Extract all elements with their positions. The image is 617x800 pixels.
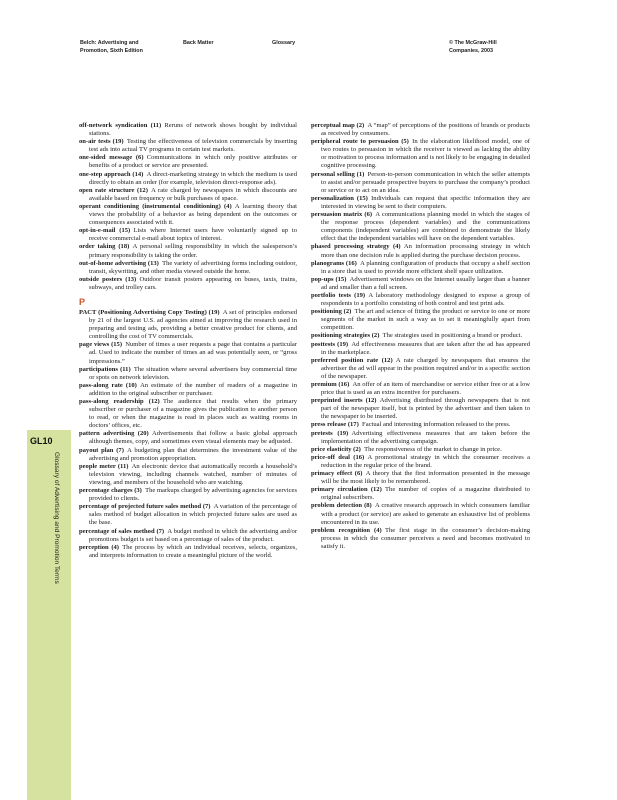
glossary-left-column (79, 122, 297, 560)
glossary-definition: A variation of the percentage of sales method of budget allocation in which projected future sales are used as the base. (89, 503, 298, 527)
glossary-definition: A rate charged by newspapers in which discounts are available based on frequency or bulk purchases of space. (89, 186, 297, 202)
glossary-definition: An information processing strategy in which more than one decision rule is applied during the purchase decision process. (321, 243, 531, 259)
glossary-entry (311, 470, 530, 486)
glossary-term: one-sided message (6) (79, 154, 144, 162)
running-header-copyright: © The McGraw-Hill Companies, 2003 (449, 40, 497, 54)
right-entries (311, 122, 530, 551)
running-header-book: Belch: Advertising and Promotion, Sixth Edition (80, 40, 143, 54)
glossary-term: personal selling (1) (311, 170, 365, 178)
glossary-entry (79, 260, 297, 276)
glossary-term: phased processing strategy (4) (311, 243, 401, 251)
glossary-term: off-network syndication (11) (79, 122, 162, 129)
glossary-term: PACT (Positioning Advertising Copy Testing) (19) (79, 308, 220, 316)
glossary-entry (311, 171, 530, 195)
glossary-definition: A budgeting plan that determines the investment value of the advertising and promotion appropriation. (89, 446, 297, 462)
glossary-term: open rate structure (12) (79, 186, 148, 194)
glossary-definition: The art and science of fitting the product or service to one or more segments of the market in such a way as to set it meaningfully apart from competition. (321, 308, 530, 332)
glossary-entry (311, 421, 530, 429)
glossary-term: posttests (19) (311, 340, 349, 348)
glossary-definition: A set of principles endorsed by 21 of the largest U.S. ad agencies aimed at improving the research used in preparing and testing ads, providing a better creative product for clients, and controlling the cost of TV commercials. (89, 308, 297, 341)
glossary-entry (311, 211, 530, 243)
running-header-chapter: Glossary (272, 40, 296, 46)
glossary-term: problem detection (8) (311, 502, 372, 510)
glossary-entry (311, 357, 530, 381)
glossary-term: people meter (11) (79, 462, 129, 470)
glossary-definition: The audience that results when the primary subscriber or purchaser of a magazine gives the publication to another person to read, or when the magazine is read in places such as waiting rooms in doctors’ offices, etc. (89, 398, 297, 430)
glossary-term: portfolio tests (19) (311, 291, 366, 299)
glossary-term: persuasion matrix (6) (311, 211, 373, 219)
glossary-entry (311, 341, 530, 357)
glossary-entry (79, 544, 297, 560)
glossary-definition: A personal selling responsibility in which the salesperson’s primary responsibility is taking the order. (89, 243, 297, 259)
glossary-entry (311, 276, 530, 292)
glossary-entry (311, 454, 530, 470)
glossary-term: out-of-home advertising (13) (79, 259, 159, 267)
glossary-term: pop-ups (15) (311, 275, 347, 283)
glossary-term: perception (4) (79, 543, 119, 551)
glossary-entry (79, 138, 297, 154)
glossary-term: problem recognition (4) (311, 526, 382, 534)
glossary-entry (79, 398, 297, 430)
glossary-definition: Individuals can request that specific information they are interested in viewing be sent to their computers. (321, 194, 530, 210)
glossary-definition: A budget method in which the advertising and/or promotions budget is set based on a percentage of sales of the product. (89, 527, 297, 543)
glossary-term: positioning strategies (2) (311, 332, 380, 340)
glossary-definition: The number of copies of a magazine distributed to original subscribers. (321, 486, 530, 502)
left-entries-p (79, 309, 297, 560)
tab-title: Glossary of Advertising and Promotion Terms (53, 452, 60, 584)
glossary-term: order taking (18) (79, 243, 130, 251)
glossary-definition: A promotional strategy in which the consumer receives a reduction in the regular price of the brand. (321, 453, 530, 469)
glossary-entry (79, 227, 297, 243)
glossary-term: opt-in-e-mail (15) (79, 227, 131, 235)
glossary-definition: Advertisements that follow a basic global approach although themes, copy, and sometimes even visual elements may be adjusted. (89, 430, 297, 446)
glossary-term: primacy effect (6) (311, 470, 363, 478)
glossary-definition: Advertisement windows on the Internet usually larger than a banner ad and smaller than a full screen. (321, 275, 530, 291)
glossary-definition: Reruns of network shows bought by individual stations. (89, 122, 297, 138)
glossary-entry (79, 447, 297, 463)
glossary-entry (79, 366, 297, 382)
glossary-definition: Person-to-person communication in which the seller attempts to assist and/or persuade prospective buyers to purchase the company’s product or service or to act on an idea. (321, 170, 530, 194)
glossary-definition: The variety of advertising forms including outdoor, transit, skywriting, and other media viewed outside the home. (89, 259, 297, 275)
glossary-term: premium (16) (311, 381, 350, 388)
glossary-term: pass-along rate (10) (79, 381, 137, 389)
glossary-definition: Advertising effectiveness measures that are taken before the implementation of the advertising campaign. (321, 429, 531, 445)
glossary-entry (79, 503, 297, 527)
glossary-entry (311, 138, 530, 170)
glossary-definition: The markups charged by advertising agencies for services provided to clients. (89, 487, 297, 503)
glossary-entry (79, 122, 297, 138)
glossary-term: primary circulation (12) (311, 486, 382, 494)
glossary-definition: Communications in which only positive attributes or benefits of a product or service are presented. (89, 154, 297, 170)
glossary-term: pattern advertising (20) (79, 430, 149, 438)
glossary-entry (79, 203, 297, 227)
glossary-term: participations (11) (79, 365, 131, 373)
glossary-definition: The first stage in the consumer’s decision-making process in which the consumer perceives a need and becomes motivated to satisfy it. (321, 526, 530, 550)
glossary-term: outside posters (13) (79, 275, 137, 283)
chapter-tab (27, 430, 71, 800)
glossary-entry (79, 154, 297, 170)
running-header-section: Back Matter (183, 40, 214, 46)
glossary-entry (311, 195, 530, 211)
glossary-term: price-off deal (16) (311, 453, 365, 461)
glossary-definition: A laboratory methodology designed to expose a group of respondents to a portfolio consisting of both control and test print ads. (321, 291, 530, 308)
glossary-definition: Lists where Internet users have voluntarily signed up to receive commercial e-mail about topics of interest. (89, 227, 297, 243)
glossary-entry (311, 527, 530, 551)
glossary-entry (311, 332, 530, 340)
glossary-entry (79, 528, 297, 544)
section-letter-p: P (79, 296, 86, 307)
glossary-term: preferred position rate (12) (311, 356, 393, 364)
glossary-definition: An offer of an item of merchandise or service either free or at a low price that is used as an extra incentive for purchasers. (321, 381, 531, 397)
glossary-entry (79, 276, 297, 292)
glossary-definition: A creative research approach in which consumers familiar with a product (or service) are asked to generate an exhaustive list of problems encountered in its use. (321, 502, 530, 526)
glossary-definition: An electronic device that automatically records a household’s television viewing, including channels watched, number of minutes of viewing, and members of the household who are watching. (89, 462, 297, 486)
glossary-definition: Factual and interesting information released to the press. (362, 421, 511, 429)
glossary-entry (311, 243, 530, 259)
glossary-entry (79, 463, 297, 487)
left-entries-o (79, 122, 297, 292)
glossary-definition: A planning configuration of products that occupy a shelf section in a store that is used to provide more efficient shelf space utilization. (321, 259, 530, 275)
glossary-right-column (311, 122, 530, 551)
glossary-entry (79, 430, 297, 446)
glossary-term: percentage charges (3) (79, 487, 142, 495)
glossary-term: pass-along readership (12) (79, 398, 160, 405)
glossary-definition: Outdoor transit posters appearing on buses, taxis, trains, subways, and trolley cars. (89, 275, 297, 291)
glossary-entry (311, 122, 530, 138)
glossary-definition: The situation where several advertisers buy commercial time or spots on network television. (89, 365, 297, 381)
glossary-definition: The process by which an individual receives, selects, organizes, and interprets information to create a meaningful picture of the world. (89, 543, 297, 559)
glossary-entry (79, 171, 297, 187)
glossary-term: operant conditioning (instrumental conditioning) (4) (79, 202, 232, 210)
glossary-term: press release (17) (311, 421, 359, 429)
glossary-entry (79, 382, 297, 398)
glossary-entry (311, 486, 530, 502)
glossary-definition: An estimate of the number of readers of a magazine in addition to the original subscriber or purchaser. (89, 381, 297, 397)
glossary-entry (79, 187, 297, 203)
glossary-entry (311, 397, 530, 421)
glossary-term: planograms (16) (311, 259, 357, 267)
tab-code: GL10 (30, 436, 53, 446)
glossary-entry (311, 260, 530, 276)
glossary-term: one-step approach (14) (79, 170, 144, 178)
glossary-entry (311, 292, 530, 308)
glossary-definition: A direct-marketing strategy in which the medium is used directly to obtain an order (for example, television direct-response ads). (89, 170, 297, 186)
glossary-term: percentage of sales method (7) (79, 527, 165, 535)
glossary-term: on-air tests (19) (79, 138, 124, 146)
glossary-term: payout plan (7) (79, 446, 124, 454)
glossary-definition: Testing the effectiveness of television commercials by inserting test ads into actual TV programs in certain test markets. (89, 138, 297, 154)
glossary-entry (311, 308, 530, 332)
glossary-definition: A “map” of perceptions of the positions of brands or products as received by consumers. (321, 122, 530, 138)
glossary-term: preprinted inserts (12) (311, 397, 377, 405)
glossary-definition: Ad effectiveness measures that are taken after the ad has appeared in the marketplace. (321, 340, 530, 356)
glossary-definition: Advertising distributed through newspapers that is not part of the newspaper itself, but is printed by the advertiser and then taken to the newspaper to be inserted. (321, 397, 530, 421)
glossary-definition: Number of times a user requests a page that contains a particular ad. Used to indicate the number of times an ad was potentially seen, or “gross impressions.” (89, 341, 297, 365)
glossary-term: price elasticity (2) (311, 445, 361, 453)
glossary-term: page views (15) (79, 341, 122, 349)
glossary-definition: The responsiveness of the market to change in price. (364, 445, 502, 453)
glossary-entry (311, 430, 530, 446)
glossary-term: perceptual map (2) (311, 122, 365, 129)
glossary-term: peripheral route to persuasion (5) (311, 138, 409, 146)
glossary-term: pretests (19) (311, 429, 349, 437)
glossary-term: personalization (15) (311, 194, 368, 202)
glossary-entry (311, 502, 530, 526)
glossary-definition: A learning theory that views the probability of a behavior as being dependent on the outcomes or consequences associated with it. (89, 202, 297, 227)
glossary-term: positioning (2) (311, 308, 352, 316)
glossary-definition: A rate charged by newspapers that ensures the advertiser the ad will appear in the position required and/or in a specific section of the newspaper. (321, 356, 530, 380)
glossary-definition: A communications planning model in which the stages of the response process (dependent variables) and the communications components (independent variables) are combined to demonstrate the likely effect that the independent variables will have on the dependent variables. (321, 211, 530, 243)
glossary-entry (79, 309, 297, 341)
glossary-entry (79, 341, 297, 365)
glossary-definition: The strategies used in positioning a brand or product. (382, 332, 523, 340)
glossary-definition: A theory that the first information presented in the message will be the most likely to be remembered. (321, 470, 530, 486)
glossary-entry (311, 446, 530, 454)
glossary-definition: In the elaboration likelihood model, one of two routes to persuasion in which the receiver is viewed as lacking the ability or motivation to process information and is not likely to be engaging in detailed cognitive processing. (321, 138, 530, 170)
glossary-entry (79, 243, 297, 259)
glossary-term: percentage of projected future sales method (7) (79, 503, 211, 511)
glossary-entry (79, 487, 297, 503)
glossary-entry (311, 381, 530, 397)
